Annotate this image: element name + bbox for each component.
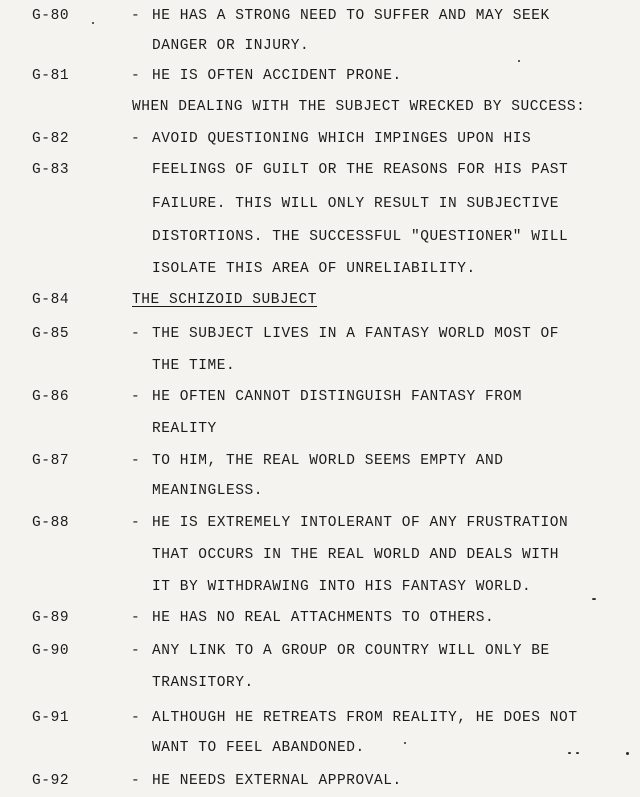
entry-code: G-89 [32, 610, 70, 626]
scan-speck [626, 752, 629, 755]
entry-dash: - [131, 8, 140, 24]
entry-code: G-83 [32, 162, 70, 178]
entry-line: MEANINGLESS. [152, 483, 264, 499]
entry-line: THE SUBJECT LIVES IN A FANTASY WORLD MOST OF [152, 326, 560, 342]
entry-line: IT BY WITHDRAWING INTO HIS FANTASY WORLD. [152, 579, 532, 595]
entry-line: FEELINGS OF GUILT OR THE REASONS FOR HIS PAST [152, 162, 569, 178]
entry-line: HE IS EXTREMELY INTOLERANT OF ANY FRUSTRATION [152, 515, 569, 531]
entry-code: G-85 [32, 326, 70, 342]
entry-code: G-80 [32, 8, 70, 24]
entry-dash: - [131, 643, 140, 659]
entry-dash: - [131, 773, 140, 789]
entry-line: TRANSITORY. [152, 675, 254, 691]
entry-line: ISOLATE THIS AREA OF UNRELIABILITY. [152, 261, 476, 277]
entry-line: TO HIM, THE REAL WORLD SEEMS EMPTY AND [152, 453, 504, 469]
entry-line: DISTORTIONS. THE SUCCESSFUL "QUESTIONER" WILL [152, 229, 569, 245]
entry-code: G-91 [32, 710, 70, 726]
entry-dash: - [131, 389, 140, 405]
entry-line: HE IS OFTEN ACCIDENT PRONE. [152, 68, 402, 84]
scan-speck [518, 60, 520, 62]
entry-dash: - [131, 326, 140, 342]
entry-dash: - [131, 131, 140, 147]
entry-code: G-88 [32, 515, 70, 531]
entry-line: HE HAS NO REAL ATTACHMENTS TO OTHERS. [152, 610, 495, 626]
entry-line: HE HAS A STRONG NEED TO SUFFER AND MAY SEEK [152, 8, 550, 24]
entry-code: G-86 [32, 389, 70, 405]
entry-dash: - [131, 515, 140, 531]
entry-code: G-82 [32, 131, 70, 147]
entry-line: THAT OCCURS IN THE REAL WORLD AND DEALS WITH [152, 547, 560, 563]
entry-line: WANT TO FEEL ABANDONED. [152, 740, 365, 756]
entry-code: G-87 [32, 453, 70, 469]
section-subheading: WHEN DEALING WITH THE SUBJECT WRECKED BY SUCCESS: [132, 99, 586, 115]
entry-code: G-90 [32, 643, 70, 659]
entry-dash: - [131, 610, 140, 626]
entry-dash: - [131, 710, 140, 726]
entry-code: G-84 [32, 292, 70, 308]
entry-line: ALTHOUGH HE RETREATS FROM REALITY, HE DOES NOT [152, 710, 578, 726]
scan-speck [568, 752, 571, 754]
entry-line: THE TIME. [152, 358, 236, 374]
entry-line: AVOID QUESTIONING WHICH IMPINGES UPON HIS [152, 131, 532, 147]
scan-speck [592, 598, 596, 600]
section-heading: THE SCHIZOID SUBJECT [132, 292, 318, 308]
scan-speck [92, 22, 94, 24]
entry-dash: - [131, 453, 140, 469]
entry-line: REALITY [152, 421, 217, 437]
entry-line: ANY LINK TO A GROUP OR COUNTRY WILL ONLY BE [152, 643, 550, 659]
scan-speck [404, 742, 406, 744]
entry-code: G-81 [32, 68, 70, 84]
scan-speck [576, 752, 579, 754]
entry-dash: - [131, 68, 140, 84]
entry-line: HE OFTEN CANNOT DISTINGUISH FANTASY FROM [152, 389, 523, 405]
entry-line: HE NEEDS EXTERNAL APPROVAL. [152, 773, 402, 789]
entry-code: G-92 [32, 773, 70, 789]
entry-line: DANGER OR INJURY. [152, 38, 310, 54]
entry-line: FAILURE. THIS WILL ONLY RESULT IN SUBJECTIVE [152, 196, 560, 212]
